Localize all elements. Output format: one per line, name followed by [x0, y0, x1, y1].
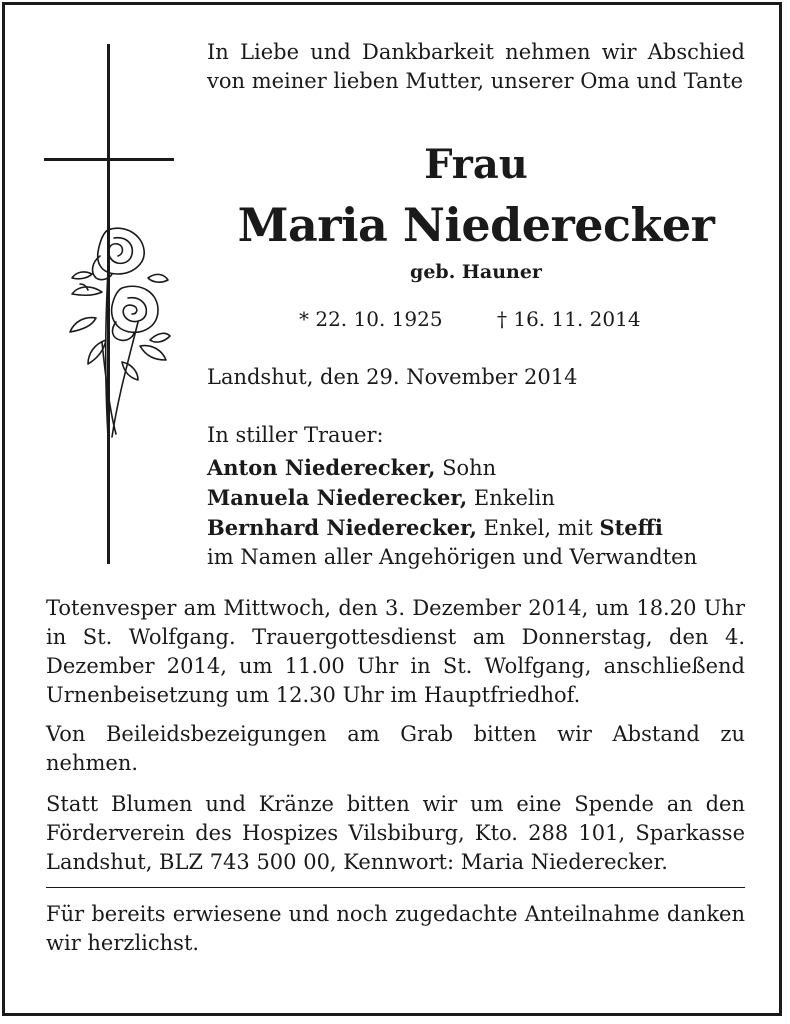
condolence-note: Von Beileidsbezeigungen am Grab bitten wir Abstand zu nehmen. — [46, 722, 745, 775]
mourner-row — [207, 513, 747, 543]
closing-thanks: Für bereits erwiesene und noch zugedachte Anteilnahme danken wir herzlichst. — [46, 902, 745, 955]
mourners-list — [207, 453, 747, 572]
mourner-row — [207, 483, 747, 513]
roses-icon — [62, 222, 172, 442]
birth-date: * 22. 10. 1925 — [299, 307, 443, 331]
mourner-name: Anton Niederecker, — [207, 455, 436, 480]
mourner-row — [207, 453, 747, 483]
mourners-closing: im Namen aller Angehörigen und Verwandten — [207, 545, 698, 569]
intro-text: In Liebe und Dankbarkeit nehmen wir Abschied von meiner lieben Mutter, unserer Oma und Tante — [207, 40, 745, 93]
place-date: Landshut, den 29. November 2014 — [207, 365, 578, 389]
birth-name: geb. Hauner — [410, 261, 542, 283]
mourner-name: Manuela Niederecker, — [207, 485, 468, 510]
mourner-companion: Steffi — [599, 515, 663, 540]
mourning-label: In stiller Trauer: — [207, 423, 384, 447]
mourner-relation: Enkel, mit — [476, 516, 600, 540]
mourner-relation: Sohn — [435, 456, 497, 480]
salutation: Frau — [424, 141, 528, 188]
service-details: Totenvesper am Mittwoch, den 3. Dezember 2014, um 18.20 Uhr in St. Wolfgang. Trauergottesdienst am Donnerstag, den 4. Dezember 2014, um 11.00 Uhr in St. Wolfgang, anschließend Urnenbeisetzung um 12.30 Uhr im Hauptfriedhof. — [46, 596, 745, 707]
donation-note: Statt Blumen und Kränze bitten wir um eine Spende an den Förderverein des Hospizes Vilsbiburg, Kto. 288 101, Sparkasse Landshut, BLZ 743 500 00, Kennwort: Maria Niederecker. — [46, 792, 745, 874]
divider — [46, 887, 745, 888]
deceased-name: Maria Niederecker — [237, 198, 715, 252]
cross-horizontal-bar — [44, 158, 174, 161]
mourner-relation: Enkelin — [467, 486, 555, 510]
mourner-name: Bernhard Niederecker, — [207, 515, 477, 540]
death-date: † 16. 11. 2014 — [497, 307, 641, 331]
